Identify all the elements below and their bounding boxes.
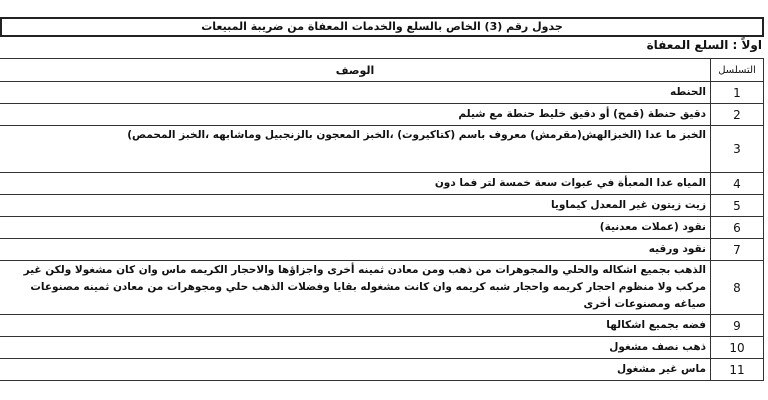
table-row: [0, 337, 764, 359]
row-number: 7: [711, 239, 764, 261]
row-description: المياه عدا المعبأة في عبوات سعة خمسة لتر فما دون: [0, 173, 711, 195]
table-row: [0, 173, 764, 195]
table-row: [0, 239, 764, 261]
row-description: فضه بجميع اشكالها: [0, 315, 711, 337]
exempt-goods-table: [0, 58, 764, 381]
description-header: الوصف: [0, 59, 711, 82]
table-row: [0, 261, 764, 315]
row-description: [0, 261, 711, 315]
row-number: 2: [711, 104, 764, 126]
table-header-row: [0, 59, 764, 82]
table-row: [0, 359, 764, 381]
row-number: 5: [711, 195, 764, 217]
row-number: 4: [711, 173, 764, 195]
description-line: الذهب بجميع اشكاله والحلي والمجوهرات من ذهب ومن معادن ثمينه أخرى واجزاؤها والاحجار الكريمه ماس وان كان مشغولا ولكن غير: [23, 264, 706, 276]
document-title: جدول رقم (3) الخاص بالسلع والخدمات المعفاة من ضريبة المبيعات: [0, 17, 764, 37]
row-description: الخبز ما عدا (الخبزالهش(مقرمش) معروف باسم (كتاكيروت) ،الخبز المعجون بالزنجبيل وماشابهه ،الخبز المحمص): [0, 126, 711, 173]
row-number: 11: [711, 359, 764, 381]
row-description: نقود ورقيه: [0, 239, 711, 261]
row-description: ماس غير مشغول: [0, 359, 711, 381]
table-row: [0, 315, 764, 337]
table-row: [0, 195, 764, 217]
row-number: 10: [711, 337, 764, 359]
row-description: زيت زيتون غير المعدل كيماويا: [0, 195, 711, 217]
row-number: 9: [711, 315, 764, 337]
row-number: 6: [711, 217, 764, 239]
table-row: [0, 126, 764, 173]
description-line: صياغه ومصنوعات أخرى: [583, 298, 706, 310]
row-description: دقيق حنطة (قمح) أو دقيق خليط حنطة مع شيلم: [0, 104, 711, 126]
section-heading: اولاً : السلع المعفاة: [646, 38, 762, 52]
description-line: مركب ولا منظوم احجار كريمه واحجار شبه كريمه وان كانت مشغوله بقايا وفضلات الذهب حلي ومجوهرات من معادن ثمينه مصنوعات: [30, 281, 706, 293]
row-description: الحنطه: [0, 82, 711, 104]
table-row: [0, 82, 764, 104]
table-row: [0, 217, 764, 239]
row-description: ذهب نصف مشغول: [0, 337, 711, 359]
serial-header: التسلسل: [711, 59, 764, 82]
row-number: 8: [711, 261, 764, 315]
row-number: 3: [711, 126, 764, 173]
table-row: [0, 104, 764, 126]
row-number: 1: [711, 82, 764, 104]
row-description: نقود (عملات معدنية): [0, 217, 711, 239]
